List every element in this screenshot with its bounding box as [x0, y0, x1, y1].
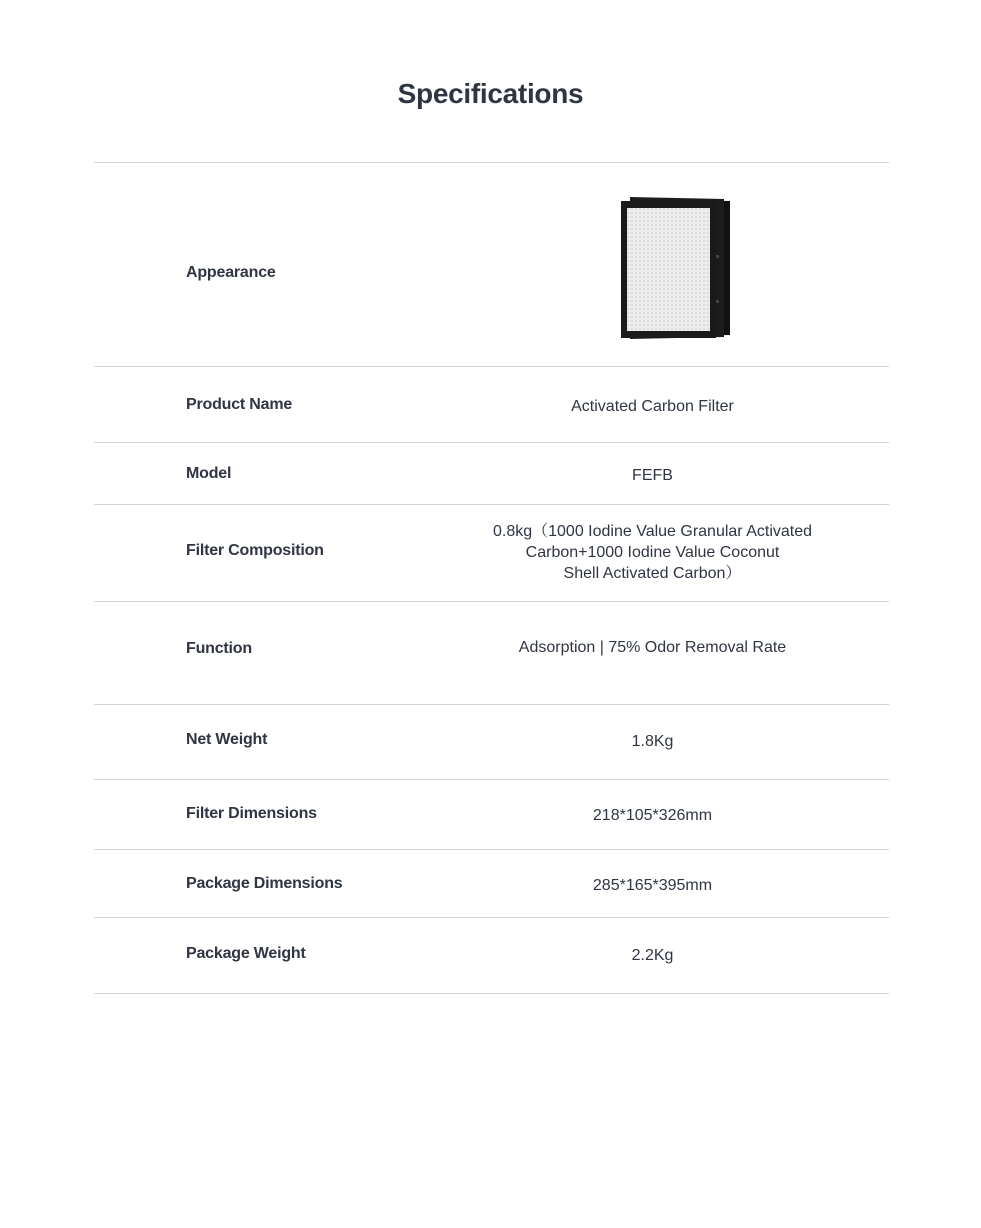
spec-row-appearance	[94, 163, 889, 367]
spec-label: Filter Composition	[186, 542, 324, 559]
spec-value-line: 0.8kg（1000 Iodine Value Granular Activated	[492, 523, 813, 540]
spec-value: FEFB	[632, 467, 673, 484]
spec-row-filter-dimensions	[94, 780, 889, 850]
spec-value-line: Shell Activated Carbon）	[563, 565, 742, 582]
spec-label: Net Weight	[186, 731, 268, 748]
spec-row-function	[94, 602, 889, 705]
spec-label: Model	[186, 465, 232, 482]
spec-label: Product Name	[186, 396, 293, 413]
spec-row-filter-composition	[94, 505, 889, 602]
spec-label: Appearance	[186, 264, 276, 281]
spec-value: 285*165*395mm	[592, 877, 713, 894]
spec-row-package-weight	[94, 918, 889, 994]
spec-value: 218*105*326mm	[592, 807, 713, 824]
spec-row-net-weight	[94, 705, 889, 780]
spec-label: Function	[186, 640, 252, 657]
spec-value: Activated Carbon Filter	[571, 398, 734, 415]
spec-value	[434, 521, 871, 584]
spec-value-line: Carbon+1000 Iodine Value Coconut	[525, 544, 780, 561]
spec-label: Filter Dimensions	[186, 805, 317, 822]
spec-value: Adsorption | 75% Odor Removal Rate	[518, 639, 787, 656]
filter-product-image	[618, 195, 733, 340]
page-title: Specifications	[397, 78, 584, 109]
spec-label: Package Weight	[186, 945, 306, 962]
spec-value: 2.2Kg	[631, 947, 674, 964]
spec-row-model	[94, 443, 889, 505]
spec-label: Package Dimensions	[186, 875, 343, 892]
spec-table	[94, 162, 889, 994]
spec-row-package-dimensions	[94, 850, 889, 918]
spec-row-product-name	[94, 367, 889, 443]
spec-value: 1.8Kg	[631, 733, 674, 750]
